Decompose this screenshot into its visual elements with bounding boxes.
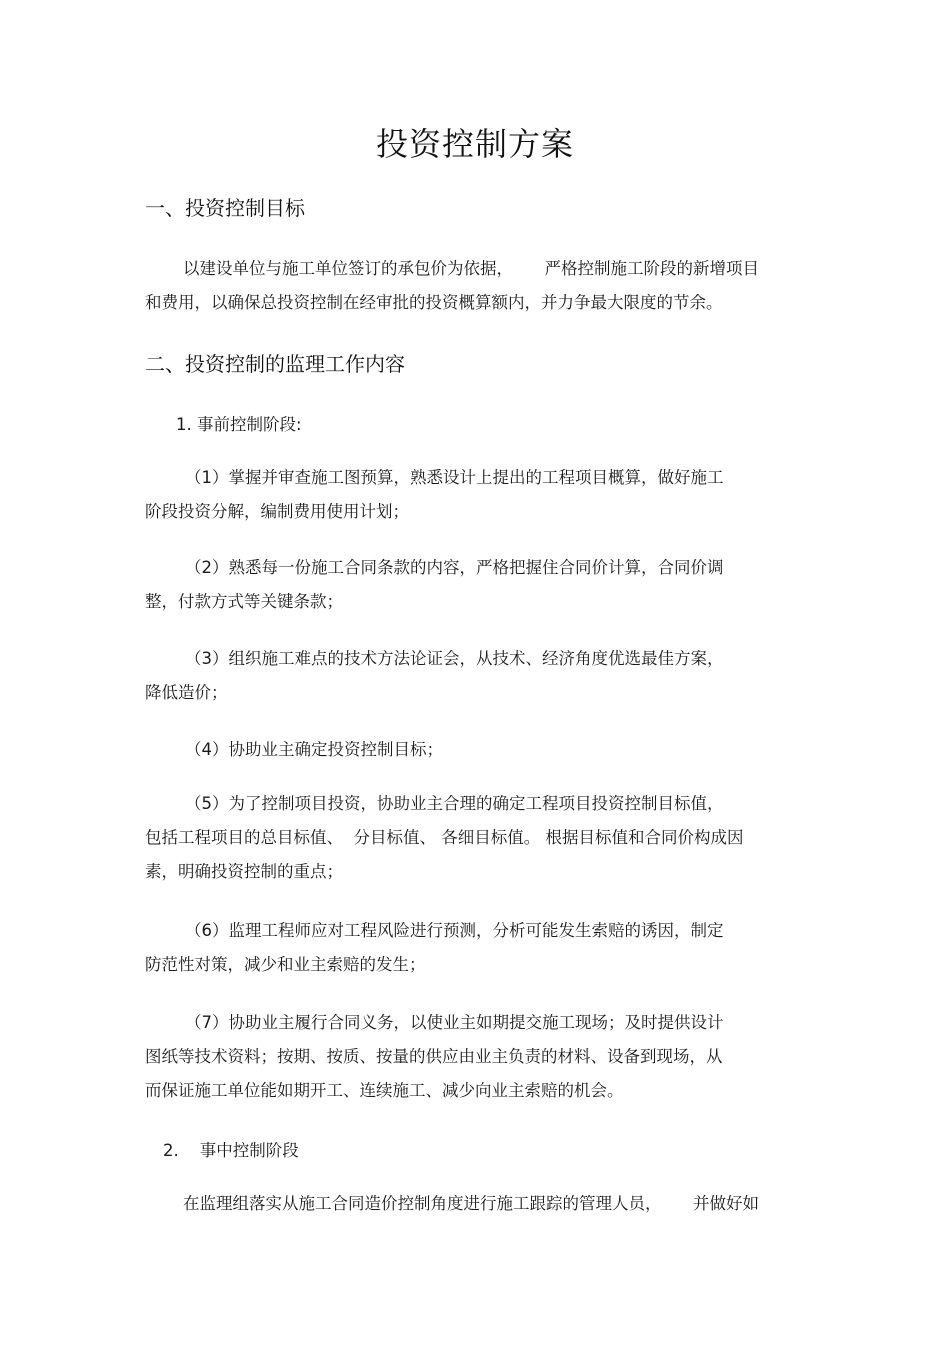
item-line: （2）熟悉每一份施工合同条款的内容，严格把握住合同价计算，合同价调 xyxy=(185,558,724,577)
item-4 xyxy=(145,733,825,767)
item-5 xyxy=(145,787,825,889)
section1-paragraph xyxy=(145,252,825,320)
item-3 xyxy=(145,642,825,710)
paragraph-line: 和费用，以确保总投资控制在经审批的投资概算额内，并力争最大限度的节余。 xyxy=(145,293,723,312)
paragraph-line: 在监理组落实从施工合同造价控制角度进行施工跟踪的管理人员， 并做好如 xyxy=(183,1194,759,1213)
item-line: 图纸等技术资料；按期、按质、按量的供应由业主负责的材料、设备到现场，从 xyxy=(145,1047,723,1066)
item-1 xyxy=(145,461,825,529)
item-6 xyxy=(145,914,825,982)
item-line: （4）协助业主确定投资控制目标； xyxy=(185,740,443,759)
item-line: 素，明确投资控制的重点； xyxy=(145,862,343,881)
document-title: 投资控制方案 xyxy=(375,125,574,163)
stage1-heading: 1. 事前控制阶段: xyxy=(176,415,302,434)
stage2-heading: 2. 事中控制阶段 xyxy=(163,1141,299,1160)
item-line: （3）组织施工难点的技术方法论证会，从技术、经济角度优选最佳方案， xyxy=(185,649,724,668)
section1-heading: 一、投资控制目标 xyxy=(145,196,305,220)
item-line: 整，付款方式等关键条款； xyxy=(145,592,343,611)
item-line: （6）监理工程师应对工程风险进行预测，分析可能发生索赔的诱因，制定 xyxy=(185,921,724,940)
item-line: 防范性对策，减少和业主索赔的发生； xyxy=(145,955,426,974)
stage2-paragraph xyxy=(145,1187,825,1221)
item-line: 降低造价； xyxy=(145,683,228,702)
item-line: 而保证施工单位能如期开工、连续施工、减少向业主索赔的机会。 xyxy=(145,1081,624,1100)
item-2 xyxy=(145,551,825,619)
section2-heading: 二、投资控制的监理工作内容 xyxy=(145,352,405,376)
item-line: （7）协助业主履行合同义务，以使业主如期提交施工现场；及时提供设计 xyxy=(185,1013,724,1032)
item-line: 阶段投资分解，编制费用使用计划； xyxy=(145,502,409,521)
item-line: （5）为了控制项目投资，协助业主合理的确定工程项目投资控制目标值， xyxy=(185,794,724,813)
item-line: 包括工程项目的总目标值、 分目标值、 各细目标值。 根据目标值和合同价构成因 xyxy=(145,828,744,847)
paragraph-line: 以建设单位与施工单位签订的承包价为依据， 严格控制施工阶段的新增项目 xyxy=(183,259,759,278)
item-7 xyxy=(145,1006,825,1108)
item-line: （1）掌握并审查施工图预算，熟悉设计上提出的工程项目概算，做好施工 xyxy=(185,468,724,487)
